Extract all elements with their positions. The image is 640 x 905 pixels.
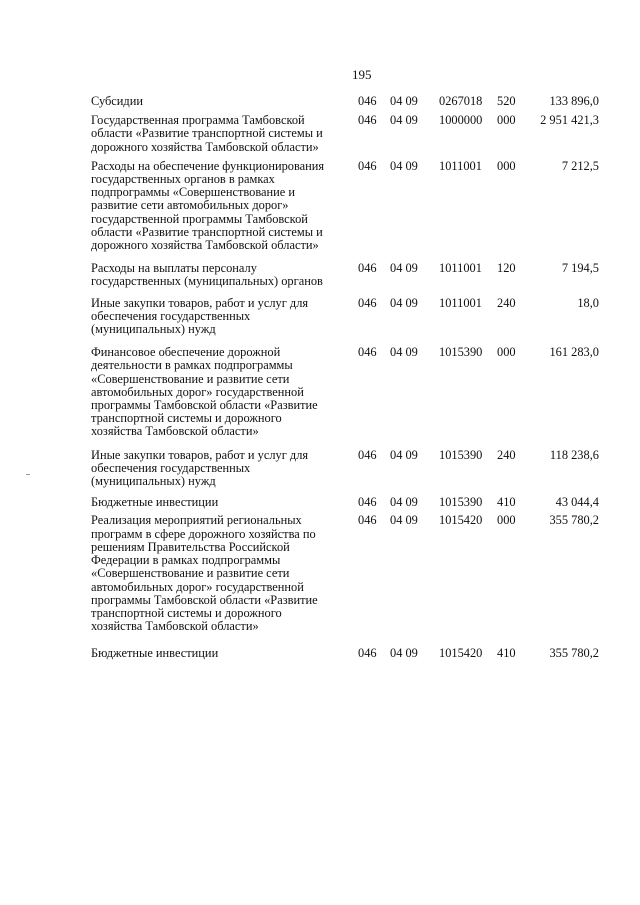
- row-article: 1011001: [439, 261, 482, 276]
- row-name: Иные закупки товаров, работ и услуг для обеспечения государственных (муниципальных) нужд: [91, 447, 309, 489]
- row-name: Расходы на обеспечение функционирования государственных органов в рамках подпрограммы «Совершенствование и развитие сети автомобильных дорог» государственной программы Тамбовской области «Развитие транспортной системы и дорожного хозяйства Тамбовской области»: [91, 158, 325, 253]
- page-number: 195: [352, 67, 372, 82]
- table-row: [91, 262, 611, 288]
- row-expense-type: 000: [497, 158, 516, 173]
- row-name: Бюджетные инвестиции: [91, 646, 219, 661]
- row-ministry: 046: [358, 646, 377, 661]
- row-article: 1015420: [439, 646, 483, 661]
- row-ministry: 046: [358, 513, 377, 528]
- row-amount: 18,0: [577, 295, 599, 310]
- row-amount: 133 896,0: [549, 94, 599, 108]
- row-article: 1015390: [439, 495, 483, 510]
- row-amount: 355 780,2: [549, 513, 599, 528]
- row-expense-type: 410: [497, 495, 516, 510]
- row-amount: 7 212,5: [561, 158, 599, 173]
- row-section: 04 09: [390, 345, 418, 360]
- row-name: Расходы на выплаты персоналу государственных (муниципальных) органов: [91, 261, 323, 289]
- row-ministry: 046: [358, 158, 377, 173]
- row-ministry: 046: [358, 113, 377, 128]
- row-section: 04 09: [390, 295, 418, 310]
- row-article: 1011001: [439, 295, 482, 310]
- row-section: 04 09: [390, 113, 418, 128]
- row-name: Реализация мероприятий региональных программ в сфере дорожного хозяйства по решениям Правительства Российской Федерации в рамках подпрограммы «Совершенствование и развитие сети автомобильных дорог» государственной программы Тамбовской области «Развитие транспортной системы и дорожного хозяйства Тамбовской области»: [91, 513, 318, 634]
- table-row: [91, 95, 611, 108]
- row-ministry: 046: [358, 447, 377, 462]
- table-row: [91, 647, 611, 660]
- row-section: 04 09: [390, 447, 418, 462]
- row-amount: 355 780,2: [549, 646, 599, 661]
- table-row: [91, 496, 611, 509]
- row-name: Бюджетные инвестиции: [91, 495, 219, 510]
- row-article: 0267018: [439, 94, 483, 108]
- row-ministry: 046: [358, 94, 377, 108]
- row-ministry: 046: [358, 261, 377, 276]
- row-name: Финансовое обеспечение дорожной деятельности в рамках подпрограммы «Совершенствование и развитие сети автомобильных дорог» государственной программы Тамбовской области «Развитие транспортной системы и дорожного хозяйства Тамбовской области»: [91, 345, 318, 439]
- row-article: 1015390: [439, 345, 483, 360]
- budget-table: [91, 95, 611, 661]
- table-row: [91, 297, 611, 337]
- row-expense-type: 520: [497, 94, 516, 108]
- row-expense-type: 000: [497, 513, 516, 528]
- table-row: [91, 160, 611, 252]
- row-amount: 2 951 421,3: [540, 113, 599, 128]
- row-expense-type: 000: [497, 345, 516, 360]
- row-article: 1015390: [439, 447, 483, 462]
- row-amount: 161 283,0: [549, 345, 599, 360]
- row-ministry: 046: [358, 345, 377, 360]
- row-amount: 43 044,4: [555, 495, 599, 510]
- table-row: [91, 514, 611, 633]
- row-section: 04 09: [390, 495, 418, 510]
- row-section: 04 09: [390, 158, 418, 173]
- row-expense-type: 240: [497, 295, 516, 310]
- row-amount: 118 238,6: [549, 447, 599, 462]
- row-expense-type: 410: [497, 646, 516, 661]
- row-expense-type: 240: [497, 447, 516, 462]
- table-row: [91, 114, 611, 154]
- row-article: 1011001: [439, 158, 482, 173]
- row-name: Субсидии: [91, 94, 143, 108]
- row-name: Государственная программа Тамбовской области «Развитие транспортной системы и дорожного хозяйства Тамбовской области»: [91, 113, 323, 154]
- row-expense-type: 120: [497, 261, 516, 276]
- row-name: Иные закупки товаров, работ и услуг для обеспечения государственных (муниципальных) нужд: [91, 295, 309, 337]
- table-row: [91, 449, 611, 489]
- margin-mark: [26, 474, 30, 475]
- row-section: 04 09: [390, 94, 418, 108]
- row-ministry: 046: [358, 295, 377, 310]
- row-amount: 7 194,5: [561, 261, 599, 276]
- row-section: 04 09: [390, 513, 418, 528]
- table-row: [91, 346, 611, 438]
- row-article: 1000000: [439, 113, 483, 128]
- row-article: 1015420: [439, 513, 483, 528]
- row-ministry: 046: [358, 495, 377, 510]
- row-section: 04 09: [390, 646, 418, 661]
- row-section: 04 09: [390, 261, 418, 276]
- row-expense-type: 000: [497, 113, 516, 128]
